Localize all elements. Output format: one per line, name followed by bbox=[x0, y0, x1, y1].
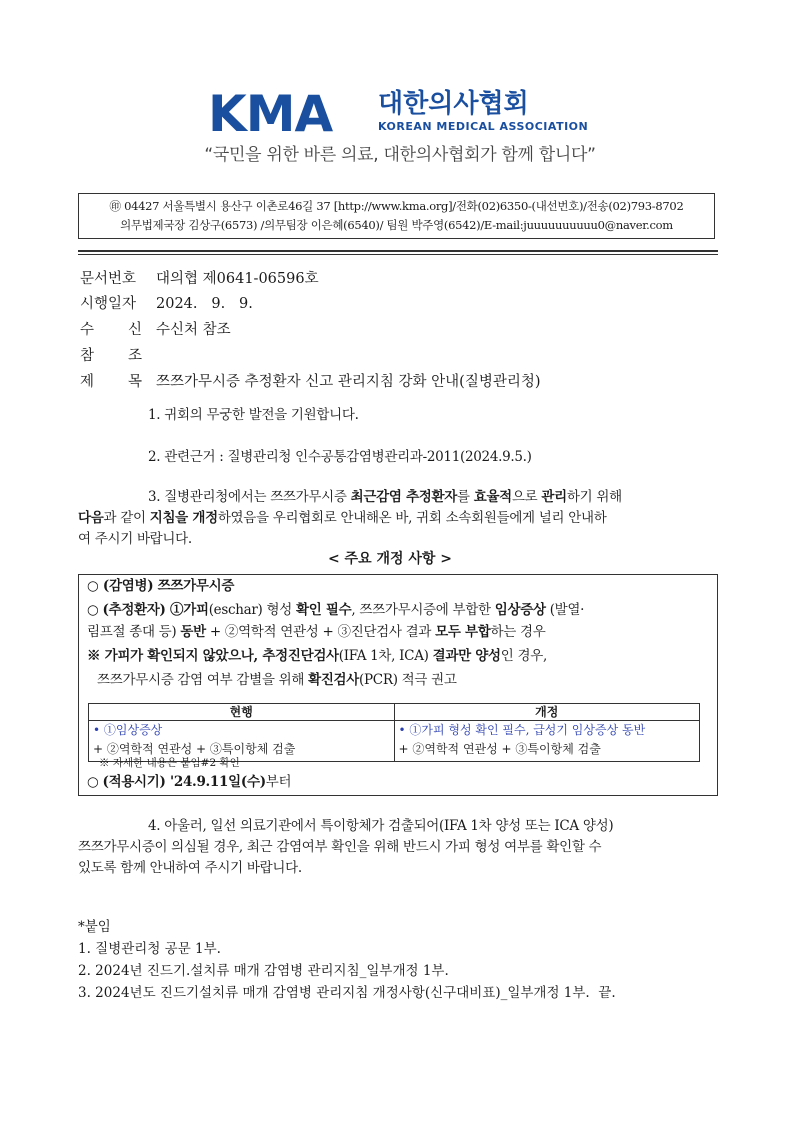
text-fever: (발열· bbox=[545, 602, 585, 618]
attachment-item-2: 2. 2024년 진드기.설치류 매개 감염병 관리지침_일부개정 1부. bbox=[78, 963, 449, 979]
header-divider-top bbox=[78, 250, 718, 252]
contact-address-line: ㊞ 04427 서울특별시 용산구 이촌로46길 37 [http://www.kma.org]/전화(02)6350-(내선번호)/전송(02)793-8702 bbox=[109, 199, 684, 213]
attachment-note: ※ 자세한 내용은 붙임#2 확인 bbox=[99, 757, 240, 769]
subject-value: 쯔쯔가무시증 추정환자 신고 관리지침 강화 안내(질병관리청) bbox=[156, 374, 541, 390]
revision-summary-box bbox=[78, 574, 718, 796]
box-suspected-line-1 bbox=[87, 599, 584, 621]
text-from: 부터 bbox=[265, 774, 292, 790]
text-eschar: (eschar) 형성 bbox=[208, 602, 296, 618]
text-differential: 쯔쯔가무시증 감염 여부 감별을 위해 bbox=[97, 672, 309, 688]
recipient-label: 수신 bbox=[80, 322, 177, 338]
comparison-table bbox=[88, 703, 700, 762]
bold-all-match: 모두 부합 bbox=[435, 624, 491, 640]
doc-number-row bbox=[80, 267, 319, 291]
date-row bbox=[80, 292, 253, 316]
p3-bold-suspected-patient: 최근감염 추정환자 bbox=[350, 489, 457, 505]
current-item-2: + ②역학적 연관성 + ③특이항체 검출 bbox=[93, 742, 296, 756]
kma-logo bbox=[208, 85, 598, 143]
bullet-circle: ○ bbox=[87, 602, 103, 618]
recipient-value: 수신처 참조 bbox=[156, 322, 231, 338]
attachments-title: *붙임 bbox=[78, 919, 111, 935]
p4-line-1: 4. 아울러, 일선 의료기관에서 특이항체가 검출되어(IFA 1차 양성 또는 ICA 양성) bbox=[148, 818, 614, 834]
date-value: 2024. 9. 9. bbox=[156, 296, 253, 312]
box-suspected-line-2 bbox=[87, 621, 545, 643]
org-name-english: KOREAN MEDICAL ASSOCIATION bbox=[378, 120, 589, 133]
box-note-line-2 bbox=[97, 669, 457, 691]
contact-staff-line: 의무법제국장 김상구(6573) /의무팀장 이은혜(6540)/ 팀원 박주영(6542)/E-mail:juuuuuuuuuu0@naver.com bbox=[120, 218, 673, 232]
attachment-item-3: 3. 2024년도 진드기설치류 매개 감염병 관리지침 개정사항(신구대비표)_일부개정 1부. 끝. bbox=[78, 985, 616, 1001]
p3-text-g: 하기 위해 bbox=[566, 489, 622, 505]
subject-row bbox=[80, 370, 541, 394]
p3-bold-following: 다음 bbox=[78, 510, 104, 526]
bold-suspected-eschar: (추정환자) ①가피 bbox=[102, 602, 209, 618]
bold-accompanied: 동반 bbox=[180, 624, 206, 640]
p3-text-l: 여 주시기 바랍니다. bbox=[78, 531, 192, 547]
bold-eschar-not-confirmed: ※ 가피가 확인되지 않았으나, 추정진단검사 bbox=[87, 648, 339, 664]
paragraph-1: 1. 귀회의 무궁한 발전을 기원합니다. bbox=[148, 407, 359, 423]
subject-label: 제목 bbox=[80, 374, 177, 390]
bold-effective-date: (적용시기) '24.9.11일(수) bbox=[102, 774, 266, 790]
box-note-line-1 bbox=[87, 645, 547, 667]
p3-text-a: 3. 질병관리청에서는 쯔쯔가무시증 bbox=[148, 489, 351, 505]
p3-text-k: 하였음을 우리협회로 안내해온 바, 귀회 소속회원들에게 널리 안내하 bbox=[217, 510, 607, 526]
doc-number-label: 문서번호 bbox=[80, 271, 137, 287]
text-epidemiology: + ②역학적 연관성 + ③진단검사 결과 bbox=[205, 624, 436, 640]
paragraph-3 bbox=[78, 487, 718, 550]
recipient-row bbox=[80, 318, 231, 342]
revised-item-2: + ②역학적 연관성 + ③특이항체 검출 bbox=[398, 742, 601, 756]
p3-bold-revised-guideline: 지침을 개정 bbox=[149, 510, 218, 526]
p3-bold-efficient: 효율적 bbox=[473, 489, 512, 505]
p4-line-2: 쯔쯔가무시증이 의심될 경우, 최근 감염여부 확인을 위해 반드시 가피 형성 여부를 확인할 수 bbox=[78, 839, 602, 855]
contact-info-box bbox=[78, 193, 715, 239]
text-pcr: (PCR) 적극 권고 bbox=[359, 672, 457, 688]
logo-kma-text: KMA bbox=[208, 85, 333, 143]
attachment-item-1: 1. 질병관리청 공문 1부. bbox=[78, 941, 221, 957]
bold-required: 확인 필수 bbox=[296, 602, 352, 618]
bold-confirm-test: 확진검사 bbox=[308, 672, 360, 688]
p3-bold-manage: 관리 bbox=[541, 489, 567, 505]
p3-text-c: 를 bbox=[456, 489, 474, 505]
slogan: “국민을 위한 바른 의료, 대한의사협회가 함께 합니다” bbox=[204, 145, 596, 165]
header-divider-bottom bbox=[78, 254, 718, 255]
reference-label: 참조 bbox=[80, 348, 177, 364]
reference-row bbox=[80, 344, 177, 368]
text-case-comma: 인 경우, bbox=[500, 648, 547, 664]
paragraph-4 bbox=[78, 816, 718, 879]
revised-item-1: • ①가피 형성 확인 필수, 급성기 임상증상 동반 bbox=[398, 723, 646, 737]
text-ifa: (IFA 1차, ICA) bbox=[338, 648, 433, 664]
col-revised-header: 개정 bbox=[394, 704, 700, 721]
p4-line-3: 있도록 함께 안내하여 주시기 바랍니다. bbox=[78, 860, 302, 876]
box-effective-date-line bbox=[87, 771, 291, 793]
text-lymph: 림프절 종대 등) bbox=[87, 624, 181, 640]
bullet-circle-2: ○ bbox=[87, 774, 103, 790]
doc-number-value: 대의협 제0641-06596호 bbox=[156, 271, 319, 287]
box-disease-line: ○ (감염병) 쯔쯔가무시증 bbox=[87, 578, 235, 594]
paragraph-2: 2. 관련근거 : 질병관리청 인수공통감염병관리과-2011(2024.9.5.) bbox=[148, 449, 532, 465]
section-title: < 주요 개정 사항 > bbox=[327, 551, 453, 567]
org-name-korean: 대한의사협회 bbox=[378, 89, 529, 119]
text-case: 하는 경우 bbox=[490, 624, 546, 640]
p3-text-i: 과 같이 bbox=[103, 510, 150, 526]
table-header-row bbox=[89, 704, 700, 721]
bold-clinical-symptoms: 임상증상 bbox=[494, 602, 546, 618]
p3-text-e: 으로 bbox=[511, 489, 542, 505]
text-matching: , 쯔쯔가무시증에 부합한 bbox=[351, 602, 495, 618]
current-item-1: • ①임상증상 bbox=[93, 723, 163, 737]
col-current-header: 현행 bbox=[89, 704, 395, 721]
bold-positive-only: 결과만 양성 bbox=[432, 648, 501, 664]
cell-revised bbox=[394, 721, 700, 762]
date-label: 시행일자 bbox=[80, 296, 137, 312]
